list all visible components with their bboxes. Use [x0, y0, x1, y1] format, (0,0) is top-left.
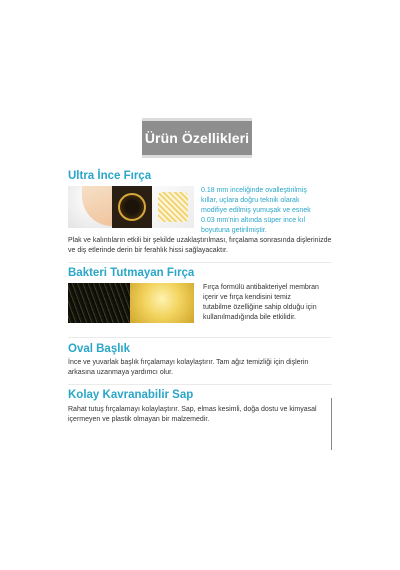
- dark-bristles-photo: [68, 283, 130, 323]
- divider: [68, 384, 332, 385]
- scrollbar[interactable]: [331, 398, 332, 450]
- section-title-oval-head: Oval Başlık: [68, 343, 131, 355]
- easy-grip-body: Rahat tutuş fırçalamayı kolaylaştırır. Sap, elmas kesimli, doğa dostu ve kimyasal içermeyen ve plastik olmayan bir malzemedir.: [68, 406, 317, 423]
- ultra-thin-description: 0.18 mm inceliğinde ovalleştirilmiş kıllar, uçlara doğru teknik olarak modifiye edilmiş yumuşak ve esnek 0.03 mm'nin altında süper ince kıl boyutuna getirilmiştir.: [201, 187, 311, 234]
- divider: [68, 262, 332, 263]
- toothbrush-photo: [68, 186, 112, 228]
- bristle-closeup-photo: [112, 186, 152, 228]
- section-header: [142, 118, 252, 158]
- oval-head-body: İnce ve yuvarlak başlık fırçalamayı kolaylaştırır. Tam ağız temizliği için dişlerin arkasına uzanmaya yardımcı olur.: [68, 359, 309, 376]
- section-title-ultra-thin: Ultra İnce Fırça: [68, 170, 152, 182]
- bristle-detail-photo: [152, 186, 194, 228]
- antibacterial-description: Fırça formülü antibakteriyel membran içerir ve fırça kendisini temiz tutabilme özelliğine sahip olduğu için kullanılmadığında bile etkilidir.: [203, 284, 319, 321]
- page-title: Ürün Özellikleri: [144, 130, 250, 146]
- golden-bristles-photo: [130, 283, 194, 323]
- divider: [68, 337, 332, 338]
- section-title-antibacterial: Bakteri Tutmayan Fırça: [68, 267, 195, 279]
- ultra-thin-body: Plak ve kalıntıların etkili bir şekilde uzaklaştırılması, fırçalama sonrasında dişlerinizde ve diş etlerinde derin bir ferahlık hissi sağlayacaktır.: [68, 237, 332, 254]
- section-title-easy-grip: Kolay Kavranabilir Sap: [68, 389, 194, 401]
